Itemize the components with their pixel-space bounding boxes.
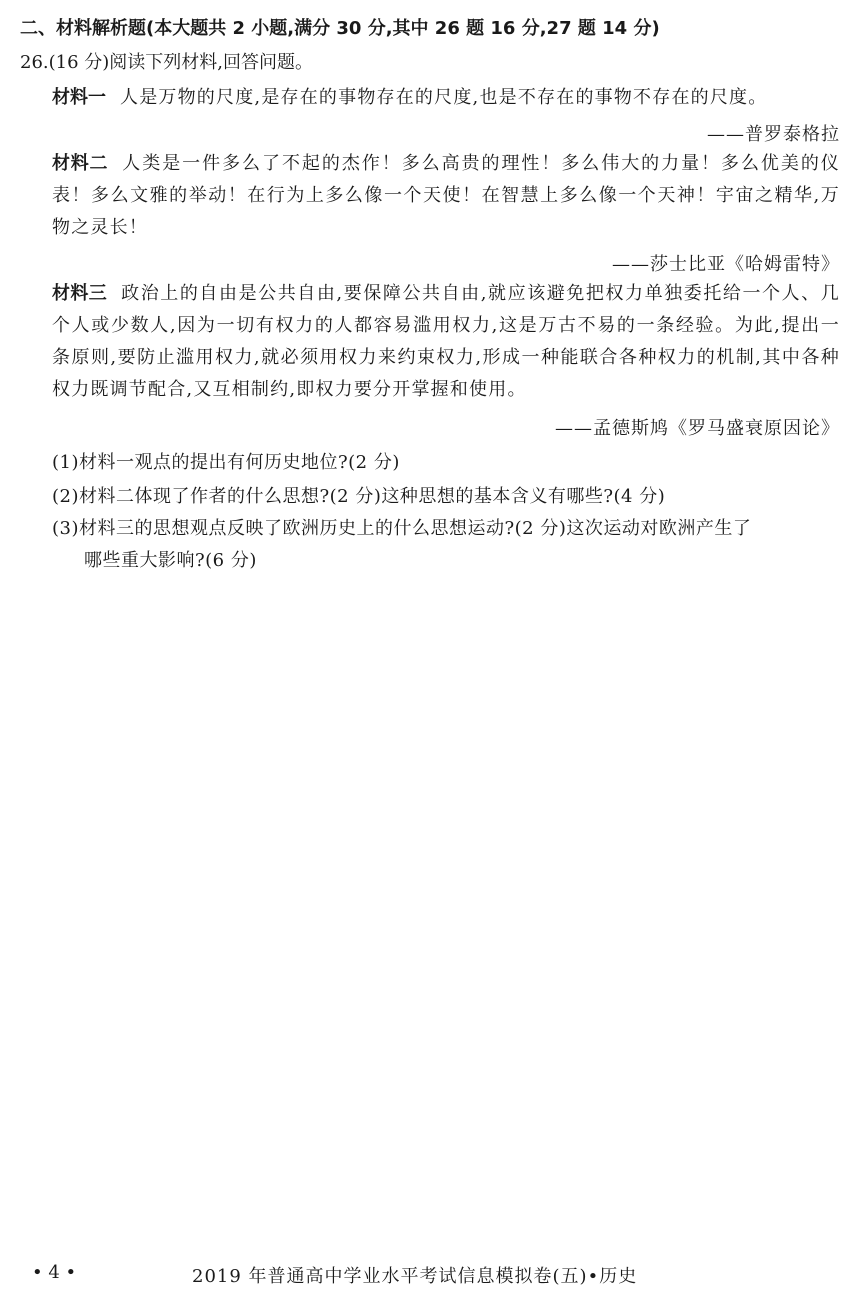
section-title — [20, 20, 660, 38]
material-3-label: 材料三 — [52, 283, 108, 304]
subquestion-3: (3)材料三的思想观点反映了欧洲历史上的什么思想运动?(2 分)这次运动对欧洲产生了 — [52, 518, 752, 539]
material-2-text: 人类是一件多么了不起的杰作！多么高贵的理性！多么伟大的力量！多么优美的仪表！多么文雅的举动！在行为上多么像一个天使！在智慧上多么像一个天神！宇宙之精华,万物之灵长！ — [52, 153, 841, 238]
material-1-label: 材料一 — [52, 87, 106, 108]
material-1-text: 人是万物的尺度,是存在的事物存在的尺度,也是不存在的事物不存在的尺度。 — [120, 87, 768, 108]
material-3-text: 政治上的自由是公共自由,要保障公共自由,就应该避免把权力单独委托给一个人、几个人或少数人,因为一切有权力的人都容易滥用权力,这是万古不易的一条经验。为此,提出一条原则,要防止滥用权力,就必须用权力来约束权力,形成一种能联合各种权力的机制,其中各种权力既调节配合,又互相制约,即权力要分开掌握和使用。 — [52, 283, 840, 400]
subquestion-2: (2)材料二体现了作者的什么思想?(2 分)这种思想的基本含义有哪些?(4 分) — [52, 486, 666, 507]
material-2 — [52, 148, 840, 244]
page-number: • 4 • — [32, 1262, 77, 1283]
material-3-attribution: ——孟德斯鸠《罗马盛衰原因论》 — [555, 418, 840, 439]
material-2-label: 材料二 — [52, 153, 109, 174]
question-header: 26.(16 分)阅读下列材料,回答问题。 — [20, 52, 314, 73]
subquestion-1: (1)材料一观点的提出有何历史地位?(2 分) — [52, 452, 400, 473]
footer-title: 2019 年普通高中学业水平考试信息模拟卷(五)•历史 — [192, 1266, 638, 1287]
section-rules: (本大题共 2 小题,满分 30 分,其中 26 题 16 分,27 题 14 分) — [146, 18, 660, 39]
subquestion-3-continued: 哪些重大影响?(6 分) — [84, 550, 257, 571]
section-label: 二、材料解析题 — [20, 18, 146, 39]
material-3 — [52, 278, 840, 406]
material-1-attribution: ——普罗泰格拉 — [707, 124, 840, 145]
material-1 — [52, 82, 840, 114]
material-2-attribution: ——莎士比亚《哈姆雷特》 — [612, 254, 840, 275]
